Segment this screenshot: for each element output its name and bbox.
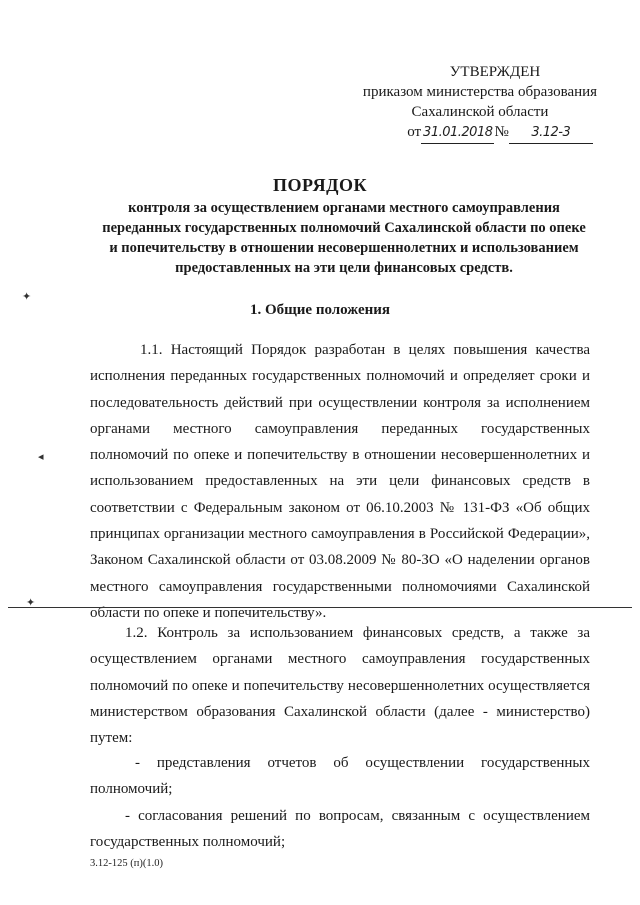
- approval-region-line: Сахалинской области: [411, 104, 549, 120]
- paragraph-1-1: [90, 337, 590, 626]
- list-item: - представления отчетов об осуществлении государственных полномочий;: [90, 755, 590, 798]
- order-date-handwritten: 31.01.2018: [421, 123, 494, 144]
- document-subtitle: контроля за осуществлением органами местного самоуправления переданных государственных полномочий Сахалинской области по опеке и попечительству в отношении несовершеннолетних и использованием предоставленных на эти цели финансовых средств.: [102, 200, 586, 276]
- scan-speck-mark: ✦: [26, 597, 36, 609]
- horizontal-rule: [8, 607, 632, 608]
- methods-list: [90, 750, 590, 855]
- approval-order-details: [330, 122, 630, 144]
- order-number-sign: №: [494, 124, 509, 140]
- order-number-handwritten: 3.12-3: [509, 123, 593, 144]
- scan-speck-mark: ◂: [38, 451, 44, 463]
- section-heading: 1. Общие положения: [249, 302, 391, 318]
- paragraph-1-2: 1.2. Контроль за использованием финансовых средств, а также за осуществлением органами местного самоуправления государственных полномочий по опеке и попечительству несовершеннолетних осуществляется министерством образования Сахалинской области (далее - министерство) путем:: [90, 625, 590, 747]
- document-title: ПОРЯДОК: [272, 175, 368, 195]
- scan-speck-mark: ✦: [22, 291, 32, 303]
- list-item: - согласования решений по вопросам, связанным с осуществлением государственных полномочий;: [90, 807, 590, 850]
- approval-order-line: приказом министерства образования: [362, 84, 598, 100]
- order-prefix: от: [407, 124, 422, 140]
- document-code-footer: 3.12-125 (п)(1.0): [90, 858, 163, 869]
- approval-heading: УТВЕРЖДЕН: [449, 64, 541, 80]
- paragraph-1-1-text: 1.1. Настоящий Порядок разработан в целях повышения качества исполнения переданных государственных полномочий и определяет сроки и последовательность действий при осуществлении контроля за исполнением органами местного самоуправления переданных государственных полномочий по опеке и попечительству в отношении несовершеннолетних и использованием предоставленных на эти цели финансовых средств в соответствии с Федеральным законом от 06.10.2003 № 131-ФЗ «Об общих принципах организации местного самоуправления в Российской Федерации», Законом Сахалинской области от 03.08.2009 № 80-ЗО «О наделении органов местного самоуправления государственными полномочиями Сахалинской области по опеке и попечительству».: [90, 342, 590, 621]
- approval-block: [330, 62, 630, 144]
